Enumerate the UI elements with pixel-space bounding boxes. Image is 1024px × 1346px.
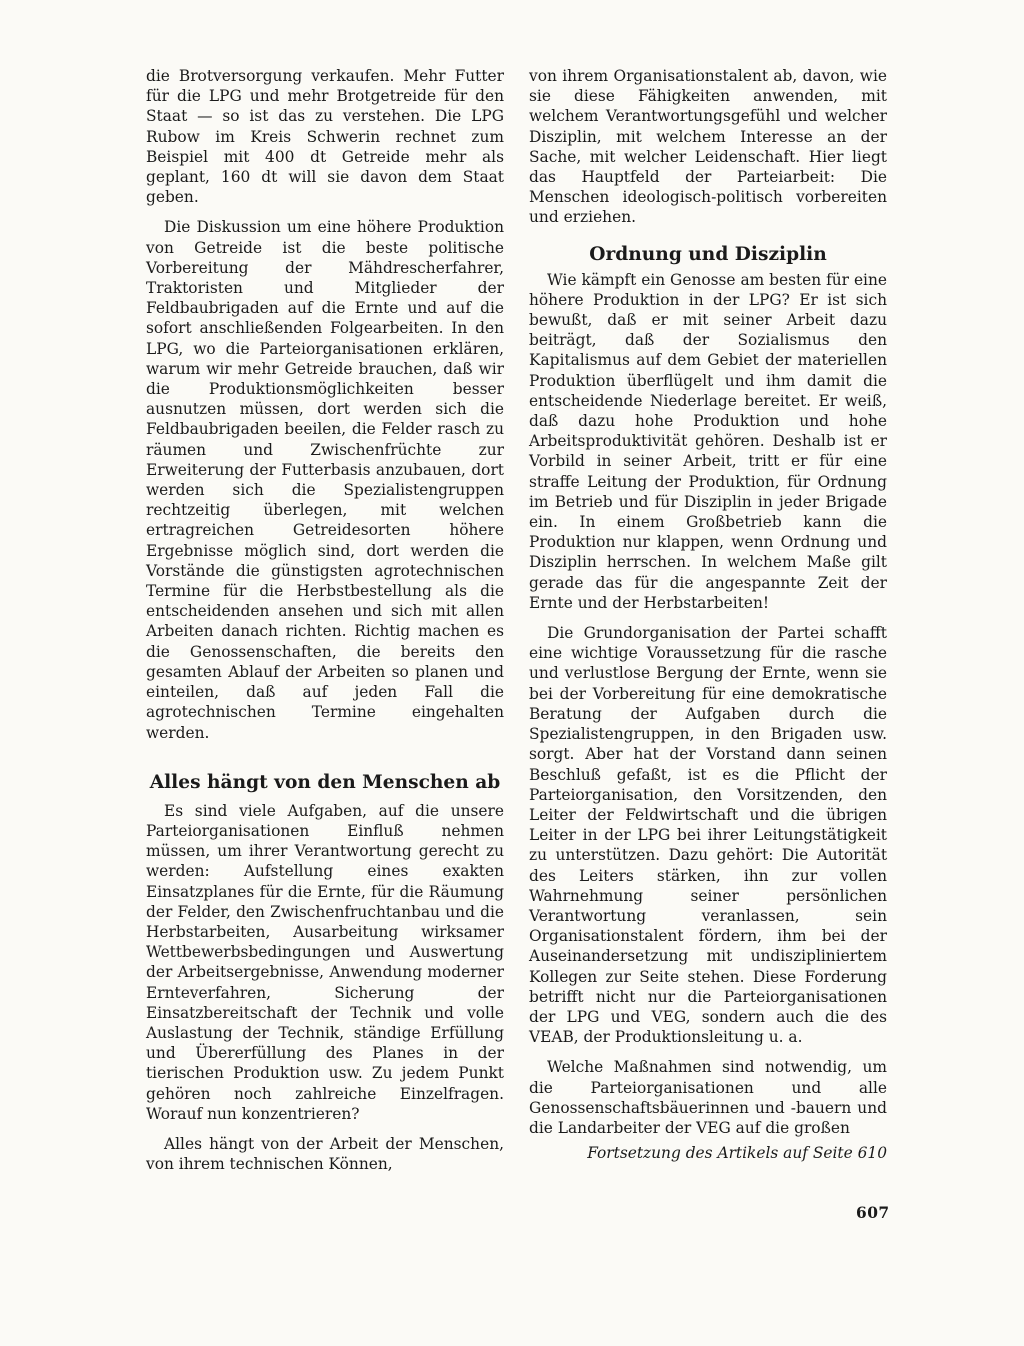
left-column <box>146 66 504 1174</box>
page-number: 607 <box>856 1204 890 1222</box>
right-paragraph-3: Die Grundorganisation der Partei schafft eine wichtige Voraussetzung für die rasche und verlustlose Bergung der Ernte, wenn sie bei der Vorbereitung für eine demokratische Beratung der Aufgaben durch die Spezialistengruppen, in den Brigaden usw. sorgt. Aber hat der Vorstand dann seinen Beschluß gefaßt, ist es die Pflicht der Parteiorganisation, den Vorsitzenden, den Leiter der Feldwirtschaft und die übrigen Leiter in der LPG bei ihrer Leitungstätigkeit zu unterstützen. Dazu gehört: Die Autorität des Leiters stärken, ihn zur vollen Wahrnehmung seiner persönlichen Verantwortung veranlassen, sein Organisationstalent fördern, ihm bei der Auseinandersetzung mit undiszipliniertem Kollegen zur Seite stehen. Diese Forderung betrifft nicht nur die Parteiorganisationen der LPG und VEG, sondern auch die des VEAB, der Produktionsleitung u. a. <box>529 624 887 1047</box>
left-paragraph-3: Es sind viele Aufgaben, auf die unsere Parteiorganisationen Einfluß nehmen müssen, um ihrer Verantwortung gerecht zu werden: Aufstellung eines exakten Einsatzplanes für die Ernte, für die Räumung der Felder, den Zwischenfruchtanbau und die Herbstarbeiten, Ausarbeitung wirksamer Wettbewerbsbedingungen und Auswertung der Arbeitsergebnisse, Anwendung moderner Ernteverfahren, Sicherung der Einsatzbereitschaft der Technik und volle Auslastung der Technik, ständige Erfüllung und Übererfüllung des Planes in der tierischen Produktion usw. Zu jedem Punkt gehören noch zahlreiche Einzelfragen. Worauf nun konzentrieren? <box>146 801 504 1123</box>
right-paragraph-4: Welche Maßnahmen sind notwendig, um die Parteiorganisationen und alle Genossenschaftsbäuerinnen und -bauern und die Landarbeiter der VEG auf die großen <box>529 1058 887 1137</box>
section-heading-ordnung: Ordnung und Disziplin <box>589 243 827 265</box>
right-paragraph-1: von ihrem Organisationstalent ab, davon, wie sie diese Fähigkeiten anwenden, mit welchem Verantwortungsgefühl und welcher Disziplin, mit welchem Interesse an der Sache, mit welcher Leidenschaft. Hier liegt das Hauptfeld der Parteiarbeit: Die Menschen ideologisch-politisch vorbereiten und erziehen. <box>529 67 887 227</box>
left-paragraph-1: die Brotversorgung verkaufen. Mehr Futter für die LPG und mehr Brotgetreide für den Staat — so ist das zu verstehen. Die LPG Rubow im Kreis Schwerin rechnet zum Beispiel mit 400 dt Getreide mehr als geplant, 160 dt will sie davon dem Staat geben. <box>146 67 504 207</box>
section-heading-menschen: Alles hängt von den Menschen ab <box>149 771 501 793</box>
left-paragraph-2: Die Diskussion um eine höhere Produktion von Getreide ist die beste politische Vorbereitung der Mähdrescherfahrer, Traktoristen und Mitglieder der Feldbaubrigaden auf die Ernte und auf die sofort anschließenden Folgearbeiten. In den LPG, wo die Parteiorganisationen erklären, warum wir mehr Getreide brauchen, daß wir die Produktionsmöglichkeiten besser ausnutzen müssen, dort werden sich die Feldbaubrigaden beeilen, die Felder rasch zu räumen und Zwischenfrüchte zur Erweiterung der Futterbasis anzubauen, dort werden sich die Spezialistengruppen rechtzeitig überlegen, mit welchen ertragreichen Getreidesorten höhere Ergebnisse möglich sind, dort werden die Vorstände die günstigsten agrotechnischen Termine für die Herbstbestellung als die entscheidenden ansehen und sich mit allen Arbeiten danach richten. Richtig machen es die Genossenschaften, die bereits den gesamten Ablauf der Arbeiten so planen und einteilen, daß auf jeden Fall die agrotechnischen Termine eingehalten werden. <box>146 218 504 742</box>
left-paragraph-4: Alles hängt von der Arbeit der Menschen, von ihrem technischen Können, <box>146 1134 504 1174</box>
continuation-note: Fortsetzung des Artikels auf Seite 610 <box>587 1144 887 1163</box>
right-column <box>529 66 887 1163</box>
right-paragraph-2: Wie kämpft ein Genosse am besten für eine höhere Produktion in der LPG? Er ist sich bewußt, daß er mit seiner Arbeit dazu beiträgt, daß der Sozialismus den Kapitalismus auf dem Gebiet der materiellen Produktion überflügelt und ihm damit die entscheidende Niederlage bereitet. Er weiß, daß dazu hohe Produktion und hohe Arbeitsproduktivität gehören. Deshalb ist er Vorbild in seiner Arbeit, tritt er für eine straffe Leitung der Produktion, für Ordnung im Betrieb und für Disziplin in jeder Brigade ein. In einem Großbetrieb kann die Produktion nur klappen, wenn Ordnung und Disziplin herrschen. In welchem Maße gilt gerade das für die angespannte Zeit der Ernte und der Herbstarbeiten! <box>529 270 887 612</box>
